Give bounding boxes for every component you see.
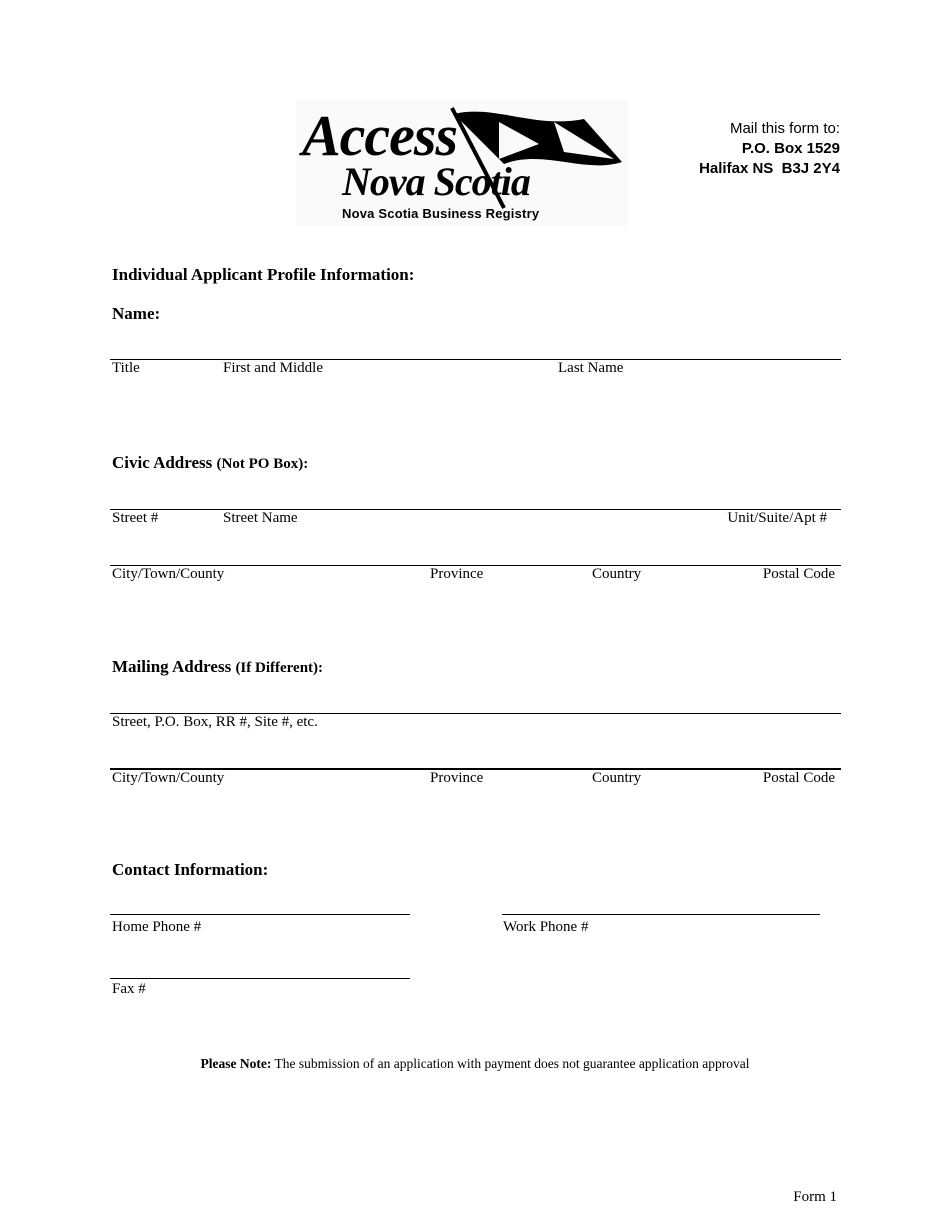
please-note-text: The submission of an application with payment does not guarantee application approval	[271, 1056, 750, 1071]
title-label: Title	[112, 360, 140, 376]
civic-country-label: Country	[592, 566, 642, 582]
mailing-province-label: Province	[430, 770, 484, 786]
mailing-address-heading: Mailing Address (If Different):	[112, 657, 324, 676]
civic-city-label: City/Town/County	[112, 566, 225, 582]
civic-province-label: Province	[430, 566, 484, 582]
logo-word-nova-scotia: Nova Scotia	[342, 159, 530, 204]
work-phone-label: Work Phone #	[503, 919, 589, 935]
fax-input-line[interactable]	[110, 978, 410, 979]
last-name-label: Last Name	[558, 360, 624, 376]
access-nova-scotia-logo	[296, 100, 628, 226]
street-number-label: Street #	[112, 510, 159, 526]
contact-heading: Contact Information:	[112, 860, 269, 879]
unit-label: Unit/Suite/Apt #	[727, 510, 827, 526]
please-note-label: Please Note:	[200, 1056, 272, 1071]
mail-po-box: P.O. Box 1529	[741, 140, 840, 157]
form-title: Individual Applicant Profile Information:	[112, 265, 415, 284]
mailing-postal-label: Postal Code	[762, 770, 835, 786]
street-name-label: Street Name	[223, 510, 298, 526]
please-note	[0, 1056, 950, 1072]
form-number: Form 1	[793, 1189, 837, 1205]
first-middle-label: First and Middle	[223, 360, 323, 376]
work-phone-input-line[interactable]	[502, 914, 820, 915]
mailing-city-label: City/Town/County	[112, 770, 225, 786]
mailing-country-label: Country	[592, 770, 642, 786]
logo-tagline: Nova Scotia Business Registry	[342, 206, 540, 221]
home-phone-input-line[interactable]	[110, 914, 410, 915]
fax-label: Fax #	[112, 981, 146, 997]
logo-word-access: Access	[302, 103, 458, 168]
mail-label: Mail this form to:	[729, 120, 840, 137]
mail-city: Halifax NS B3J 2Y4	[699, 160, 840, 177]
name-heading: Name:	[112, 304, 161, 323]
home-phone-label: Home Phone #	[112, 919, 202, 935]
civic-postal-label: Postal Code	[762, 566, 835, 582]
civic-address-heading: Civic Address (Not PO Box):	[112, 453, 309, 472]
mailing-street-label: Street, P.O. Box, RR #, Site #, etc.	[112, 714, 318, 730]
name-input-line[interactable]	[110, 359, 841, 360]
